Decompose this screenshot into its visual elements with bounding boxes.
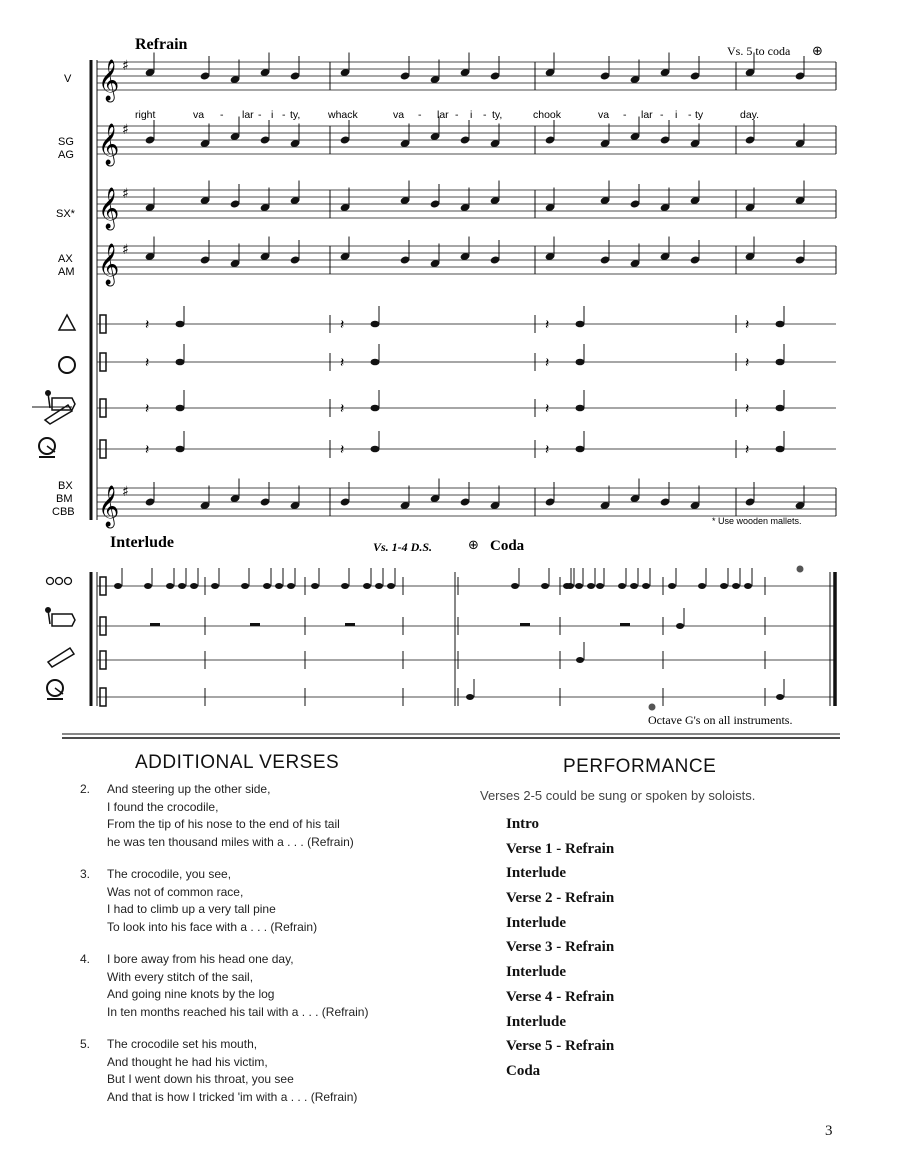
perc-note: [363, 583, 371, 589]
verse-number: 5.: [80, 1037, 91, 1051]
lyric-syllable: -: [282, 109, 286, 121]
coda-symbol-icon: ⊕: [812, 44, 823, 59]
drum-icon: [59, 357, 75, 373]
key-sharp-icon: ♯: [122, 186, 129, 202]
rest-icon: 𝄽: [545, 355, 550, 371]
lyric-syllable: whack: [328, 109, 358, 121]
ds-marking: Vs. 1-4 D.S.: [373, 540, 433, 554]
lyric-syllable: i: [470, 109, 473, 121]
rest-icon: 𝄽: [340, 442, 345, 458]
perc-note: [732, 583, 740, 589]
perc-note: [576, 657, 584, 663]
performance-steps: [506, 812, 614, 1084]
perc-note: [371, 446, 380, 453]
perc-note: [511, 583, 519, 589]
perc-note: [311, 583, 319, 589]
lyrics: [135, 109, 759, 121]
verse-line: But I went down his throat, you see: [107, 1072, 294, 1086]
perc-note: [176, 405, 185, 412]
lyric-syllable: -: [220, 109, 224, 121]
perc-note: [587, 583, 595, 589]
perc-note: [776, 694, 784, 700]
perc-note: [241, 583, 249, 589]
page-number: 3: [825, 1123, 833, 1139]
performance-title: PERFORMANCE: [563, 756, 717, 777]
lyric-syllable: ty: [695, 109, 704, 121]
rest-icon: 𝄽: [745, 442, 750, 458]
treble-clef-icon: 𝄞: [98, 124, 120, 165]
rest-icon: 𝄽: [545, 317, 550, 333]
score-notes: [114, 53, 805, 711]
lyric-syllable: -: [623, 109, 627, 121]
perc-note: [263, 583, 271, 589]
cymbal-icon: [39, 438, 55, 457]
verse-line: And going nine knots by the log: [107, 987, 275, 1001]
treble-clef-icon: 𝄞: [98, 486, 120, 527]
lyric-syllable: -: [455, 109, 459, 121]
lyric-syllable: va: [598, 109, 610, 121]
additional-verses-title: ADDITIONAL VERSES: [135, 752, 340, 773]
perc-note: [176, 359, 185, 366]
performance-step: Interlude: [506, 865, 566, 882]
score-system-refrain: [91, 58, 836, 528]
instrument-label-bx: BX: [58, 480, 73, 492]
perc-note: [576, 405, 585, 412]
section-label-interlude: Interlude: [110, 534, 174, 551]
perc-note: [776, 446, 785, 453]
perc-note: [176, 321, 185, 328]
instrument-label-ax: AX: [58, 253, 73, 265]
performance-step: Verse 5 - Refrain: [506, 1038, 615, 1055]
verse-line: I found the crocodile,: [107, 799, 219, 814]
whole-rest-icon: [345, 623, 355, 626]
perc-note: [744, 583, 752, 589]
rest-icon: 𝄽: [340, 317, 345, 333]
verse-line: The crocodile set his mouth,: [107, 1037, 258, 1051]
performance-note: Verses 2-5 could be sung or spoken by soloists.: [480, 788, 756, 803]
treble-clef-icon: 𝄞: [98, 188, 120, 229]
lyric-syllable: chook: [533, 109, 562, 121]
treble-clef-icon: 𝄞: [98, 60, 120, 101]
verse-number: 2.: [80, 782, 91, 796]
verse-line: I bore away from his head one day,: [107, 952, 294, 966]
perc-note: [114, 583, 122, 589]
perc-note: [576, 446, 585, 453]
whole-rest-icon: [520, 623, 530, 626]
perc-note: [287, 583, 295, 589]
verse-line: I had to climb up a very tall pine: [107, 902, 276, 916]
perc-note: [375, 583, 383, 589]
rest-icon: 𝄽: [545, 401, 550, 417]
lyric-syllable: day.: [740, 109, 760, 121]
verse-line: In ten months reached his tail with a . . . (Refrain): [107, 1004, 369, 1019]
rest-icon: 𝄽: [745, 355, 750, 371]
verse-line: And that is how I tricked 'im with a . . . (Refrain): [107, 1089, 358, 1104]
score-system-interlude-coda: [91, 572, 836, 706]
perc-note: [387, 583, 395, 589]
perc-note: [176, 446, 185, 453]
rest-icon: 𝄽: [145, 317, 150, 333]
verse-line: To look into his face with a . . . (Refrain): [107, 919, 318, 934]
whole-rest-icon: [150, 623, 160, 626]
verse-line: he was ten thousand miles with a . . . (Refrain): [107, 834, 354, 849]
instrument-label-sx: SX*: [56, 208, 75, 220]
perc-note: [642, 583, 650, 589]
perc-note: [776, 359, 785, 366]
instrument-label-ag: AG: [58, 149, 74, 161]
verse-line: And steering up the other side,: [107, 782, 271, 796]
rest-icon: 𝄽: [145, 401, 150, 417]
key-sharp-icon: ♯: [122, 122, 129, 138]
perc-note: [698, 583, 706, 589]
lyric-syllable: lar: [242, 109, 254, 121]
octave-marker-icon: [649, 704, 656, 711]
verse-line: With every stitch of the sail,: [107, 969, 254, 984]
perc-note: [575, 583, 583, 589]
perc-note: [371, 321, 380, 328]
perc-note: [596, 583, 604, 589]
section-label-refrain: Refrain: [135, 36, 188, 53]
woodblock-icon: [45, 607, 75, 626]
lyric-syllable: ty,: [492, 109, 503, 121]
lyric-syllable: -: [660, 109, 664, 121]
coda-symbol-icon: ⊕: [468, 538, 479, 553]
perc-note: [466, 694, 474, 700]
key-sharp-icon: ♯: [122, 58, 129, 74]
perc-note: [566, 583, 574, 589]
rest-icon: 𝄽: [145, 355, 150, 371]
perc-note: [341, 583, 349, 589]
performance-step: Interlude: [506, 964, 566, 981]
footnote-mallets: * Use wooden mallets.: [712, 516, 802, 526]
cymbal-icon: [47, 680, 63, 699]
performance-step: Verse 2 - Refrain: [506, 890, 615, 907]
perc-note: [275, 583, 283, 589]
verse-number: 3.: [80, 867, 91, 881]
lyric-syllable: i: [271, 109, 274, 121]
instrument-label-cbb: CBB: [52, 506, 75, 518]
perc-note: [190, 583, 198, 589]
section-label-coda: Coda: [490, 538, 525, 554]
coda-marking: Vs. 5 to coda: [727, 44, 791, 58]
perc-note: [618, 583, 626, 589]
performance-step: Verse 1 - Refrain: [506, 840, 615, 857]
performance-step: Intro: [506, 816, 540, 832]
perc-note: [144, 583, 152, 589]
perc-note: [541, 583, 549, 589]
lyric-syllable: lar: [437, 109, 449, 121]
instrument-label-bm: BM: [56, 493, 73, 505]
instrument-label-am: AM: [58, 266, 75, 278]
octave-marker-icon: [797, 566, 804, 573]
lyric-syllable: right: [135, 109, 156, 121]
instrument-label-v: V: [64, 73, 72, 85]
perc-note: [211, 583, 219, 589]
whole-rest-icon: [250, 623, 260, 626]
lyric-syllable: lar: [641, 109, 653, 121]
perc-note: [576, 359, 585, 366]
verse-line: From the tip of his nose to the end of his tail: [107, 817, 340, 831]
perc-note: [776, 405, 785, 412]
perc-note: [720, 583, 728, 589]
footnote-octave: Octave G's on all instruments.: [648, 713, 793, 727]
rest-icon: 𝄽: [340, 355, 345, 371]
perc-note: [166, 583, 174, 589]
verse-number: 4.: [80, 952, 91, 966]
lyric-syllable: -: [688, 109, 692, 121]
perc-note: [371, 405, 380, 412]
perc-note: [668, 583, 676, 589]
verse-line: The crocodile, you see,: [107, 867, 232, 881]
rest-icon: 𝄽: [745, 317, 750, 333]
perc-note: [630, 583, 638, 589]
lyric-syllable: -: [483, 109, 487, 121]
lyric-syllable: -: [418, 109, 422, 121]
three-drums-icon: [47, 578, 72, 585]
whole-rest-icon: [620, 623, 630, 626]
triangle-icon: [59, 315, 75, 330]
key-sharp-icon: ♯: [122, 242, 129, 258]
performance-step: Interlude: [506, 914, 566, 931]
verse-line: Was not of common race,: [107, 884, 244, 899]
lyric-syllable: va: [393, 109, 405, 121]
perc-note: [576, 321, 585, 328]
lyric-syllable: -: [258, 109, 262, 121]
performance-step: Interlude: [506, 1013, 566, 1030]
perc-note: [676, 623, 684, 629]
treble-clef-icon: 𝄞: [98, 244, 120, 285]
instrument-label-sg: SG: [58, 136, 74, 148]
rest-icon: 𝄽: [745, 401, 750, 417]
performance-step: Verse 4 - Refrain: [506, 988, 615, 1005]
performance-step: Coda: [506, 1062, 541, 1079]
rest-icon: 𝄽: [340, 401, 345, 417]
lyric-syllable: va: [193, 109, 205, 121]
performance-step: Verse 3 - Refrain: [506, 939, 615, 956]
lyric-syllable: i: [675, 109, 678, 121]
rest-icon: 𝄽: [145, 442, 150, 458]
rest-icon: 𝄽: [545, 442, 550, 458]
perc-note: [371, 359, 380, 366]
verse-line: And thought he had his victim,: [107, 1054, 268, 1069]
lyric-syllable: ty,: [290, 109, 301, 121]
perc-note: [776, 321, 785, 328]
instrument-labels: [32, 73, 76, 699]
perc-note: [178, 583, 186, 589]
guiro-icon: [48, 648, 74, 667]
key-sharp-icon: ♯: [122, 484, 129, 500]
